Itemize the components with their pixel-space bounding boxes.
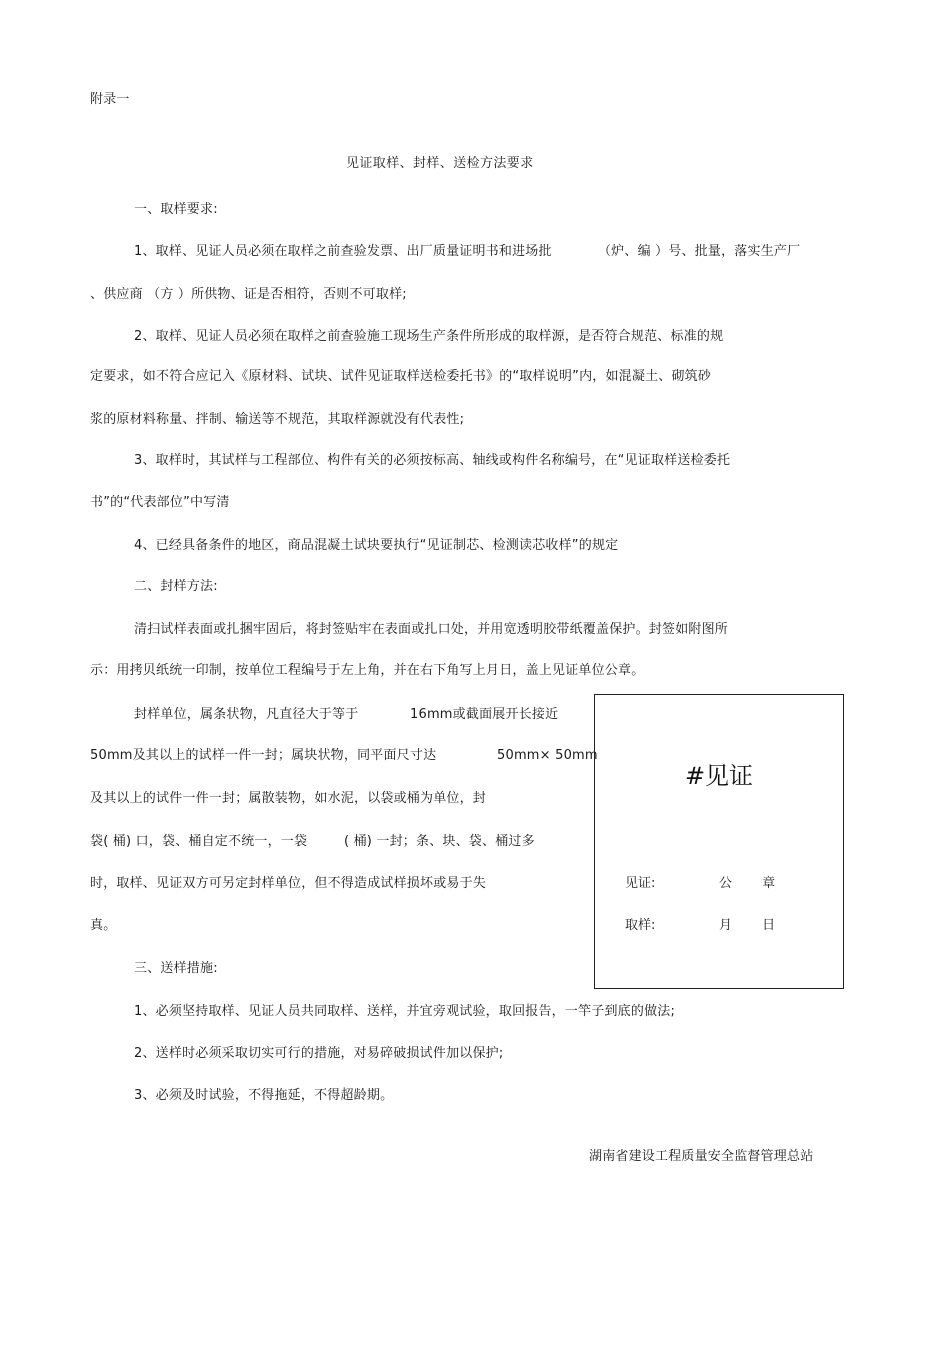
section3-heading: 三、送样措施:: [134, 961, 218, 976]
section2-para2-line4a: 袋( 桶) 口，袋、桶自定不统一，一袋: [90, 834, 308, 849]
section2-para2-line5: 时，取样、见证双方可另定封样单位，但不得造成试样损坏或易于失: [90, 876, 487, 891]
section2-para2-line4b: ( 桶) 一封；条、块、袋、桶过多: [344, 834, 535, 849]
seal-sampling-label: 取样:: [625, 918, 656, 933]
section2-para2-line6: 真。: [90, 918, 117, 933]
section3-item2: 2、送样时必须采取切实可行的措施，对易碎破损试件加以保护;: [134, 1046, 504, 1061]
document-title: 见证取样、封样、送检方法要求: [346, 156, 534, 171]
issuer-signature: 湖南省建设工程质量安全监督管理总站: [589, 1149, 814, 1164]
section3-item1: 1、必须坚持取样、见证人员共同取样、送样，并宜旁观试验，取回报告，一竿子到底的做法;: [134, 1004, 676, 1019]
section1-item3-line1: 3、取样时，其试样与工程部位、构件有关的必须按标高、轴线或构件名称编号，在“见证取样送检委托: [134, 453, 731, 468]
section2-para2-line2b: 50mm× 50mm: [497, 748, 598, 763]
seal-label-sample: [594, 694, 844, 989]
appendix-label: 附录一: [90, 92, 130, 107]
section1-item2-line2: 定要求，如不符合应记入《原材料、试块、试件见证取样送检委托书》的“取样说明”内，如混凝土、砌筑砂: [90, 369, 712, 384]
section2-para1-line1: 清扫试样表面或扎捆牢固后，将封签贴牢在表面或扎口处，并用宽透明胶带纸覆盖保护。封签如附图所: [134, 622, 729, 637]
section2-para2-line2a: 50mm及其以上的试样一件一封；属块状物，同平面尺寸达: [90, 748, 437, 763]
section1-heading: 一、取样要求:: [134, 202, 218, 217]
seal-witness-label: 见证:: [625, 876, 656, 891]
section2-para2-line1a: 封样单位，属条状物，凡直径大于等于: [134, 707, 359, 722]
section2-para2-line3: 及其以上的试件一件一封；属散装物，如水泥，以袋或桶为单位，封: [90, 791, 487, 806]
section1-item3-line2: 书”的“代表部位”中写清: [90, 495, 230, 510]
seal-witness-value: 公 章: [719, 876, 782, 891]
section1-item1-line1: 1、取样、见证人员必须在取样之前查验发票、出厂质量证明书和进场批 （炉、编 ）号、批量，落实生产厂: [134, 244, 801, 259]
seal-title: #见证: [684, 762, 754, 790]
section2-para2-line1b: 16mm或截面展开长接近: [410, 707, 559, 722]
seal-sampling-value: 月 日: [719, 918, 782, 933]
section2-para1-line2: 示：用拷贝纸统一印制，按单位工程编号于左上角，并在右下角写上月日，盖上见证单位公章。: [90, 663, 645, 678]
section3-item3: 3、必须及时试验，不得拖延，不得超龄期。: [134, 1088, 394, 1103]
section1-item2-line1: 2、取样、见证人员必须在取样之前查验施工现场生产条件所形成的取样源，是否符合规范、标准的规: [134, 329, 724, 344]
section1-item2-line3: 浆的原材料称量、拌制、输送等不规范，其取样源就没有代表性;: [90, 412, 465, 427]
section1-item4: 4、已经具备条件的地区，商品混凝土试块要执行“见证制芯、检测读芯收样”的规定: [134, 538, 619, 553]
section1-item1-line2: 、供应商 （方 ）所供物、证是否相符，否则不可取样;: [90, 287, 407, 302]
section2-heading: 二、封样方法:: [134, 579, 218, 594]
